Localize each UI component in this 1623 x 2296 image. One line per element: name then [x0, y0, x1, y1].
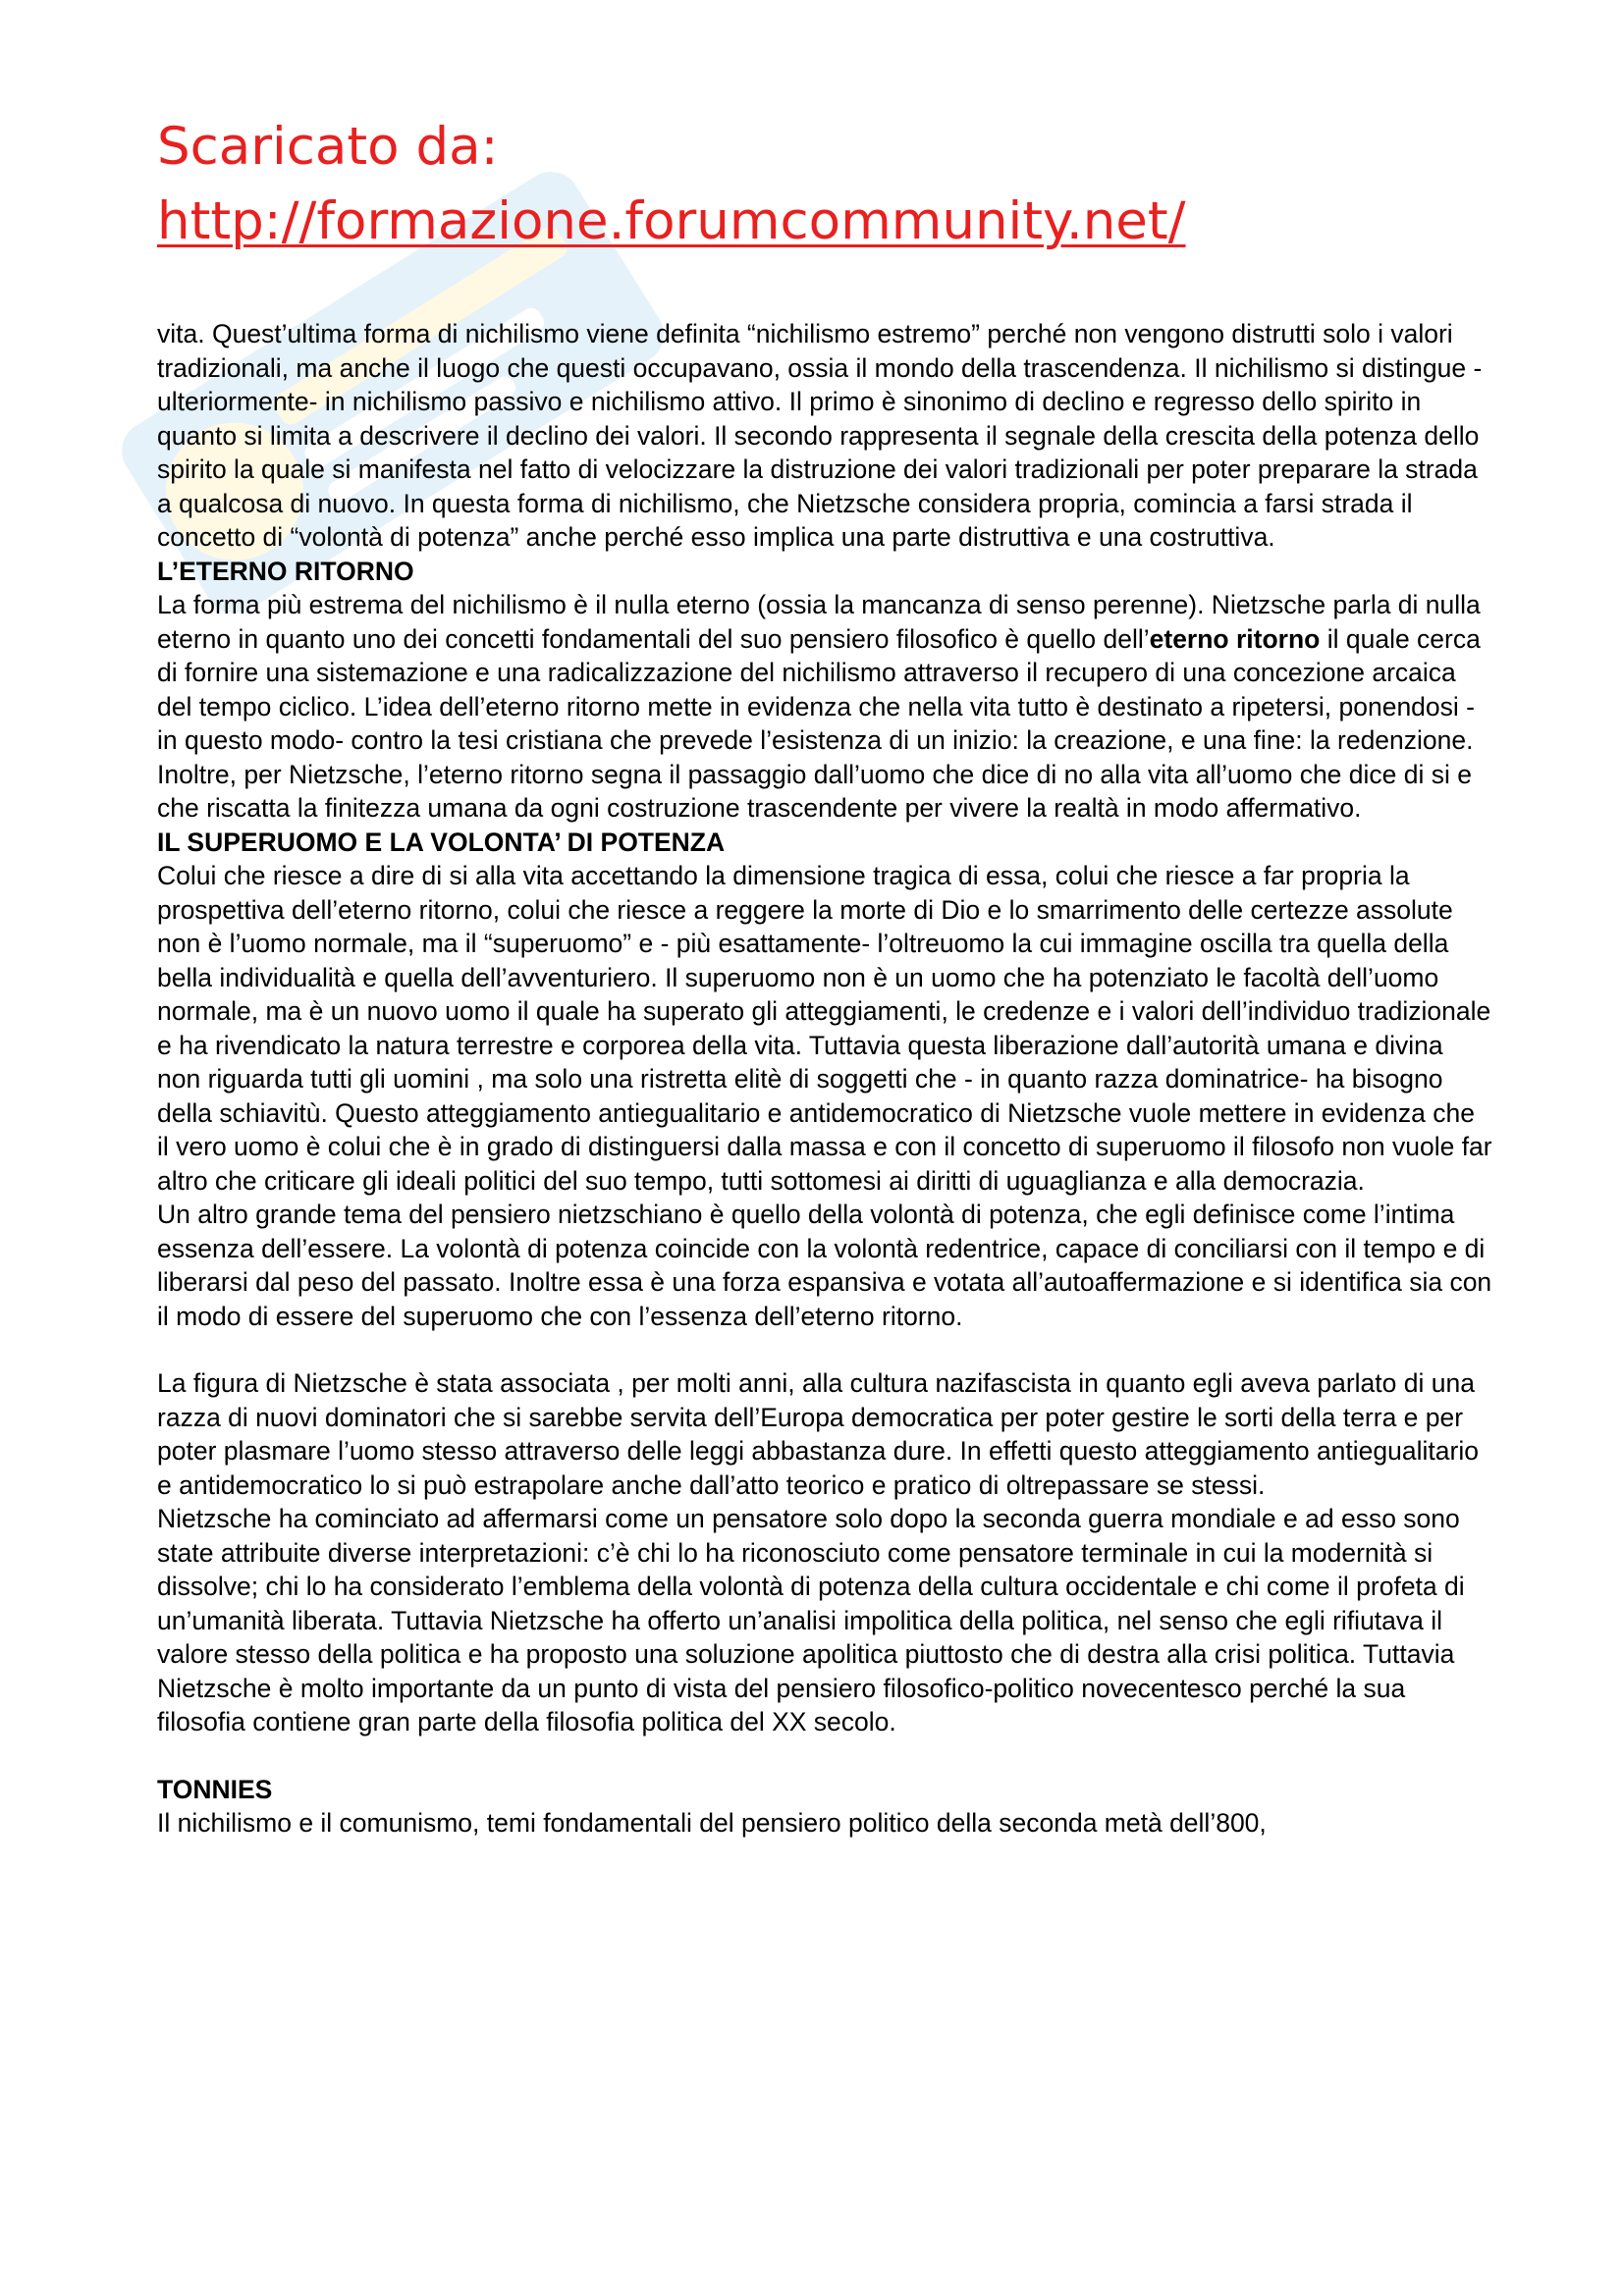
paragraph-superuomo: Colui che riesce a dire di si alla vita accettando la dimensione tragica di essa, colui che riesce a far propria la prospettiva dell’eterno ritorno, colui che riesce a reggere la morte di Dio e lo smarrimento delle certezze assolute non è l’uomo normale, ma il “superuomo” e - più esattamente- l’oltreuomo la cui immagine oscilla tra quella della bella individualità e quella dell’avventuriero. Il superuomo non è un uomo che ha potenziato le facoltà dell’uomo normale, ma è un nuovo uomo il quale ha superato gli atteggiamenti, le credenze e i valori dell’individuo tradizionale e ha rivendicato la natura terrestre e corporea della vita. Tuttavia questa liberazione dall’autorità umana e divina non riguarda tutti gli uomini , ma solo una ristretta elitè di soggetti che - in quanto razza dominatrice- ha bisogno della schiavitù. Questo atteggiamento antiegualitario e antidemocratico di Nietzsche vuole mettere in evidenza che il vero uomo è colui che è in grado di distinguersi dalla massa e con il concetto di superuomo il filosofo non vuole far altro che criticare gli ideali politici del suo tempo, tutti sottomesi ai diritti di uguaglianza e alla democrazia.	[157, 861, 1492, 1196]
paragraph-interpretazioni: Nietzsche ha cominciato ad affermarsi come un pensatore solo dopo la seconda guerra mondiale e ad esso sono state attribuite diverse interpretazioni: c’è chi lo ha riconosciuto come pensatore terminale in cui la modernità si dissolve; chi lo ha considerato l’emblema della volontà di potenza della cultura occidentale e chi come il profeta di un’umanità liberata. Tuttavia Nietzsche ha offerto un’analisi impolitica della politica, nel senso che egli rifiutava il valore stesso della politica e ha proposto una soluzione apolitica piuttosto che di destra alla crisi politica. Tuttavia Nietzsche è molto importante da un punto di vista del pensiero filosofico-politico novecentesco perché la sua filosofia contiene gran parte della filosofia politica del XX secolo.	[157, 1504, 1465, 1736]
header-url-link[interactable]: http://formazione.forumcommunity.net/	[157, 191, 1186, 251]
eterno-text-b: il quale cerca di fornire una sistemazione e una radicalizzazione del nichilismo attraverso il recupero di una concezione arcaica del tempo ciclico. L’idea dell’eterno ritorno mette in evidenza che nella vita tutto è destinato a ripetersi, ponendosi - in questo modo- contro la tesi cristiana che prevede l’esistenza di un inizio: la creazione, e una fine: la redenzione. Inoltre, per Nietzsche, l’eterno ritorno segna il passaggio dall’uomo che dice di no alla vita all’uomo che dice di si e che riscatta la finitezza umana da ogni costruzione trascendente per vivere la realtà in modo affermativo.	[157, 623, 1481, 823]
heading-eterno-ritorno: L’ETERNO RITORNO	[157, 556, 414, 586]
paragraph-spacer	[157, 1333, 1492, 1366]
paragraph-eterno-ritorno	[157, 588, 1492, 826]
paragraph-tonnies: Il nichilismo e il comunismo, temi fondamentali del pensiero politico della seconda metà dell’800,	[157, 1808, 1267, 1838]
eterno-ritorno-bold: eterno ritorno	[1149, 623, 1321, 654]
paragraph-figura: La figura di Nietzsche è stata associata , per molti anni, alla cultura nazifascista in quanto egli aveva parlato di una razza di nuovi dominatori che si sarebbe servita dell’Europa democratica per poter gestire le sorti della terra e per poter plasmare l’uomo stesso attraverso delle leggi abbastanza dure. In effetti questo atteggiamento antiegualitario e antidemocratico lo si può estrapolare anche dall’atto teorico e pratico di oltrepassare se stessi.	[157, 1368, 1479, 1500]
eterno-text-a: La forma più estrema del nichilismo è il nulla eterno (ossia la mancanza di senso perenne). Nietzsche parla di nulla eterno in quanto uno dei concetti fondamentali del suo pensiero filosofico è quello dell’	[157, 590, 1481, 654]
heading-superuomo: IL SUPERUOMO E LA VOLONTA’ DI POTENZA	[157, 827, 726, 857]
paragraph-volonta: Un altro grande tema del pensiero nietzschiano è quello della volontà di potenza, che egli definisce come l’intima essenza dell’essere. La volontà di potenza coincide con la volontà redentrice, capace di conciliarsi con il tempo e di liberarsi dal peso del passato. Inoltre essa è una forza espansiva e votata all’autoaffermazione e si identifica sia con il modo di essere del superuomo che con l’essenza dell’eterno ritorno.	[157, 1200, 1492, 1331]
paragraph-intro: vita. Quest’ultima forma di nichilismo viene definita “nichilismo estremo” perché non vengono distrutti solo i valori tradizionali, ma anche il luogo che questi occupavano, ossia il mondo della trascendenza. Il nichilismo si distingue - ulteriormente- in nichilismo passivo e nichilismo attivo. Il primo è sinonimo di declino e regresso dello spirito in quanto si limita a descrivere il declino dei valori. Il secondo rappresenta il segnale della crescita della potenza dello spirito la quale si manifesta nel fatto di velocizzare la distruzione dei valori tradizionali per poter preparare la strada a qualcosa di nuovo. In questa forma di nichilismo, che Nietzsche considera propria, comincia a farsi strada il concetto di “volontà di potenza” anche perché esso implica una parte distruttiva e una costruttiva.	[157, 319, 1483, 552]
header-label: Scaricato da:	[157, 117, 499, 177]
heading-tonnies: TONNIES	[157, 1774, 273, 1804]
document-body	[157, 317, 1492, 1841]
download-header	[157, 110, 1186, 259]
paragraph-spacer	[157, 1739, 1492, 1773]
